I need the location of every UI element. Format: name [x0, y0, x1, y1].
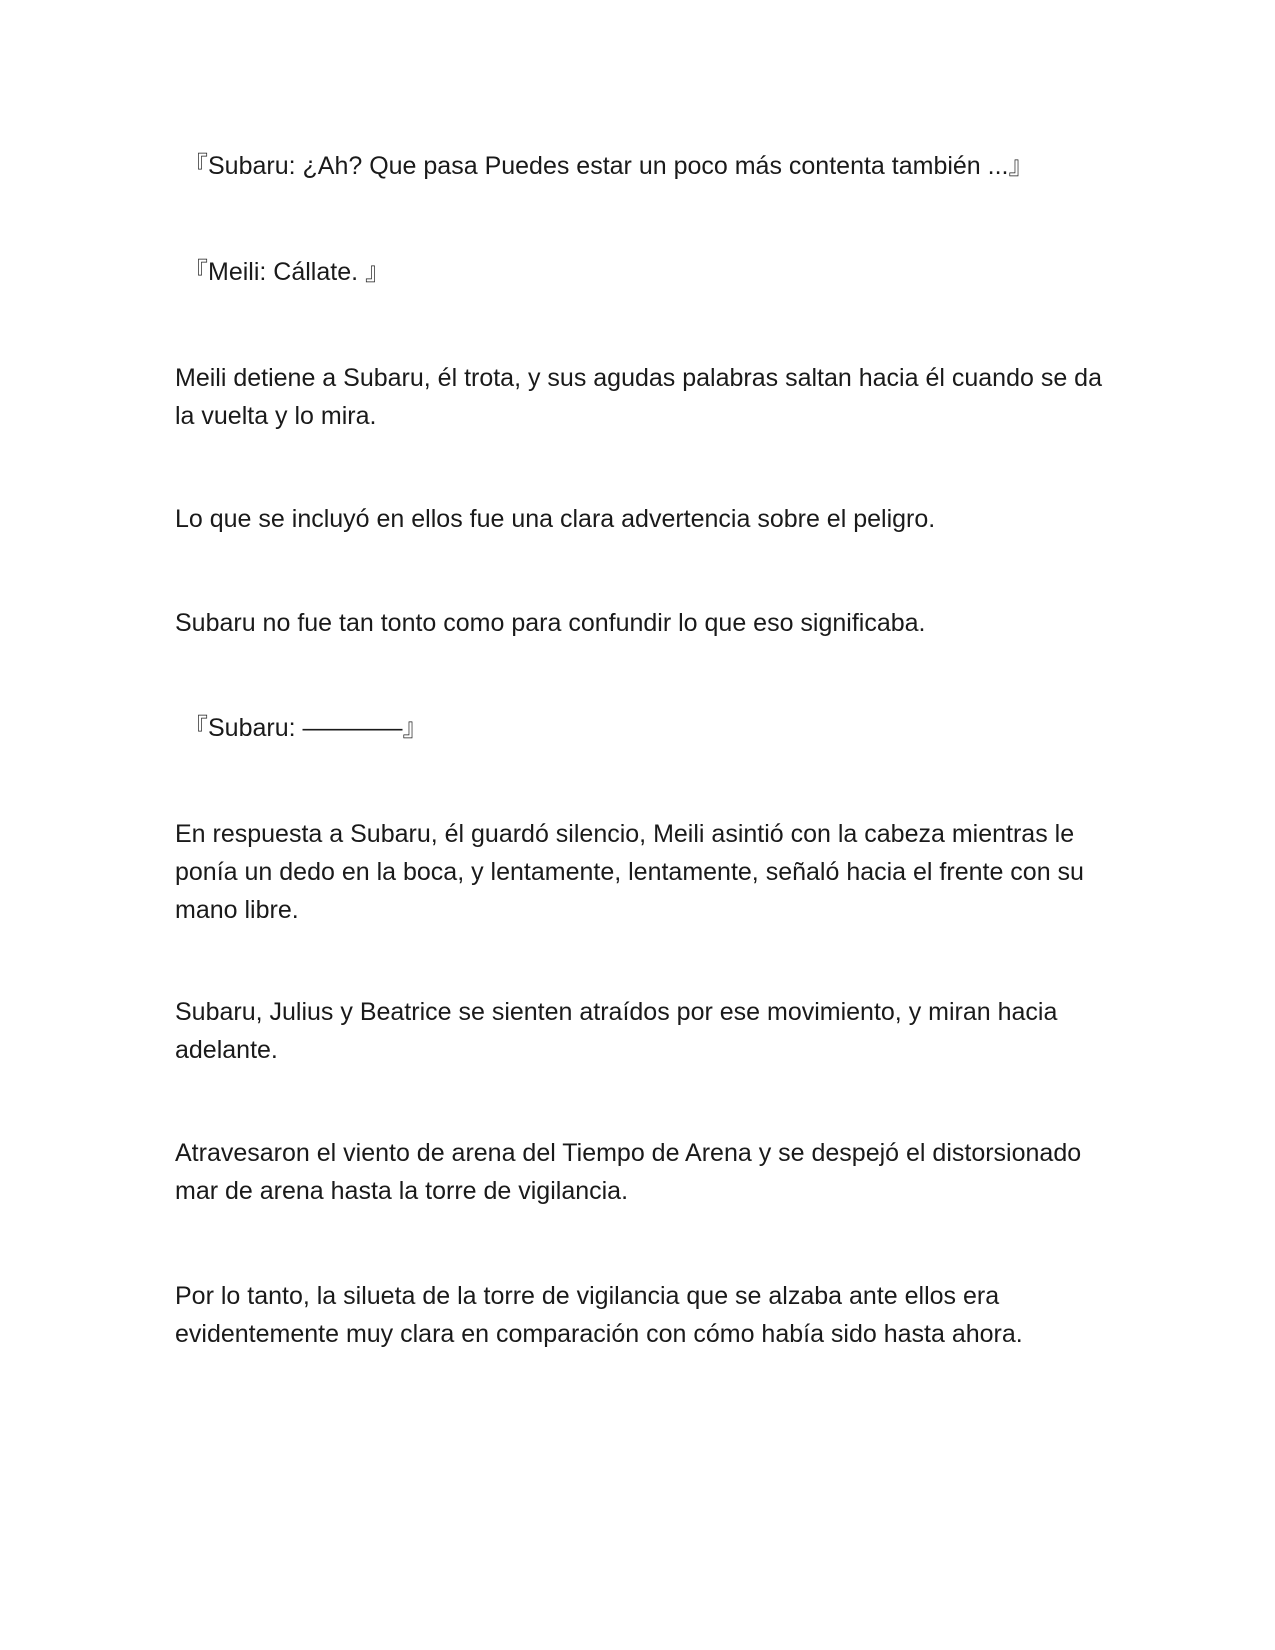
dialogue-meili: 『Meili: Cállate. 』 — [183, 258, 390, 286]
paragraph-5: Subaru, Julius y Beatrice se sienten atraídos por ese movimiento, y miran hacia adelante. — [175, 998, 1058, 1064]
dialogue-subaru-2: 『Subaru: ————』 — [183, 714, 428, 742]
paragraph-6: Atravesaron el viento de arena del Tiempo de Arena y se despejó el distorsionado mar de arena hasta la torre de vigilancia. — [175, 1139, 1082, 1205]
paragraph-3: Subaru no fue tan tonto como para confundir lo que eso significaba. — [175, 609, 926, 637]
paragraph-4: En respuesta a Subaru, él guardó silencio, Meili asintió con la cabeza mientras le ponía un dedo en la boca, y lentamente, lentamente, señaló hacia el frente con su mano libre. — [175, 820, 1084, 924]
paragraph-7: Por lo tanto, la silueta de la torre de vigilancia que se alzaba ante ellos era evidentemente muy clara en comparación con cómo había sido hasta ahora. — [175, 1282, 1023, 1348]
dialogue-subaru-1: 『Subaru: ¿Ah? Que pasa Puedes estar un poco más contenta también ...』 — [183, 152, 1034, 180]
paragraph-1: Meili detiene a Subaru, él trota, y sus agudas palabras saltan hacia él cuando se da la vuelta y lo mira. — [175, 364, 1102, 430]
paragraph-2: Lo que se incluyó en ellos fue una clara advertencia sobre el peligro. — [175, 505, 936, 533]
